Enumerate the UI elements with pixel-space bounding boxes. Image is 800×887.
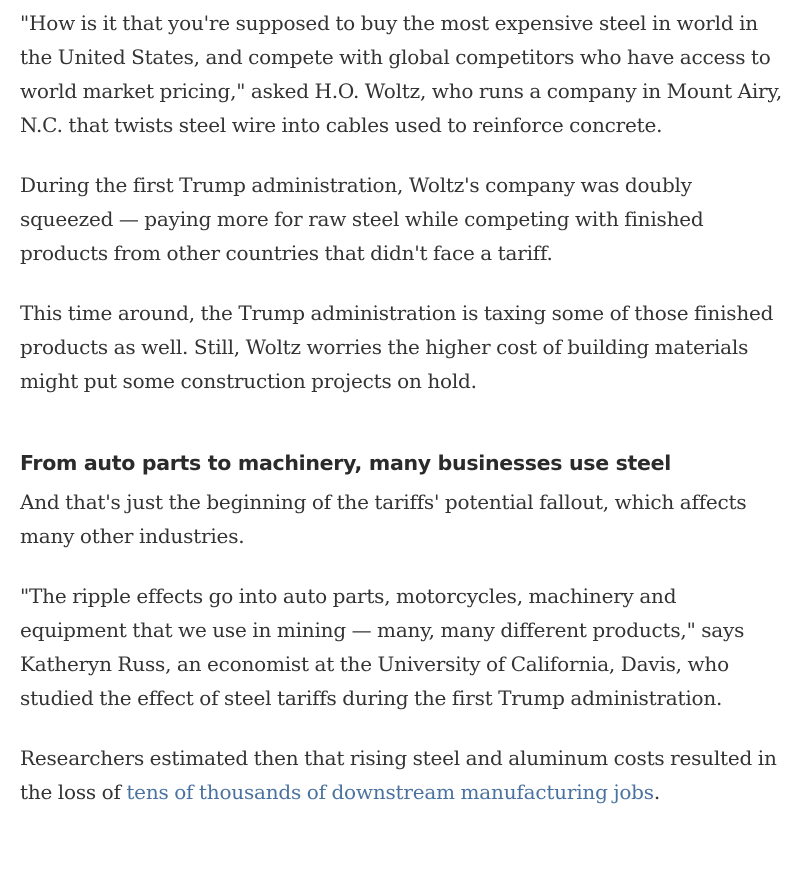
paragraph-russ-quote: "The ripple effects go into auto parts, motorcycles, machinery and equipment that we use in mining — many, many different products," says Katheryn Russ, an economist at the University of California, Davis, who studied the effect of steel tariffs during the first Trump administration. xyxy=(20,584,745,710)
section-heading: From auto parts to machinery, many businesses use steel xyxy=(20,451,671,475)
paragraph-fallout: And that's just the beginning of the tariffs' potential fallout, which affects many other industries. xyxy=(20,490,747,548)
paragraph-first-administration: During the first Trump administration, Woltz's company was doubly squeezed — paying more for raw steel while competing with finished products from other countries that didn't face a tariff. xyxy=(20,173,704,265)
paragraph-researchers-end: . xyxy=(653,780,661,804)
paragraph-woltz-quote: "How is it that you're supposed to buy the most expensive steel in world in the United States, and compete with global competitors who have access to world market pricing," asked H.O. Woltz, who runs a company in Mount Airy, N.C. that twists steel wire into cables used to reinforce concrete. xyxy=(20,11,783,137)
paragraph-researchers-text: Researchers estimated then that rising steel and aluminum costs resulted in the loss of xyxy=(20,746,777,804)
paragraph-researchers xyxy=(20,741,785,809)
article-body xyxy=(20,6,785,835)
downstream-jobs-link[interactable]: tens of thousands of downstream manufacturing jobs xyxy=(126,780,654,804)
paragraph-this-time: This time around, the Trump administration is taxing some of those finished products as well. Still, Woltz worries the higher cost of building materials might put some construction projects on hold. xyxy=(20,301,774,393)
